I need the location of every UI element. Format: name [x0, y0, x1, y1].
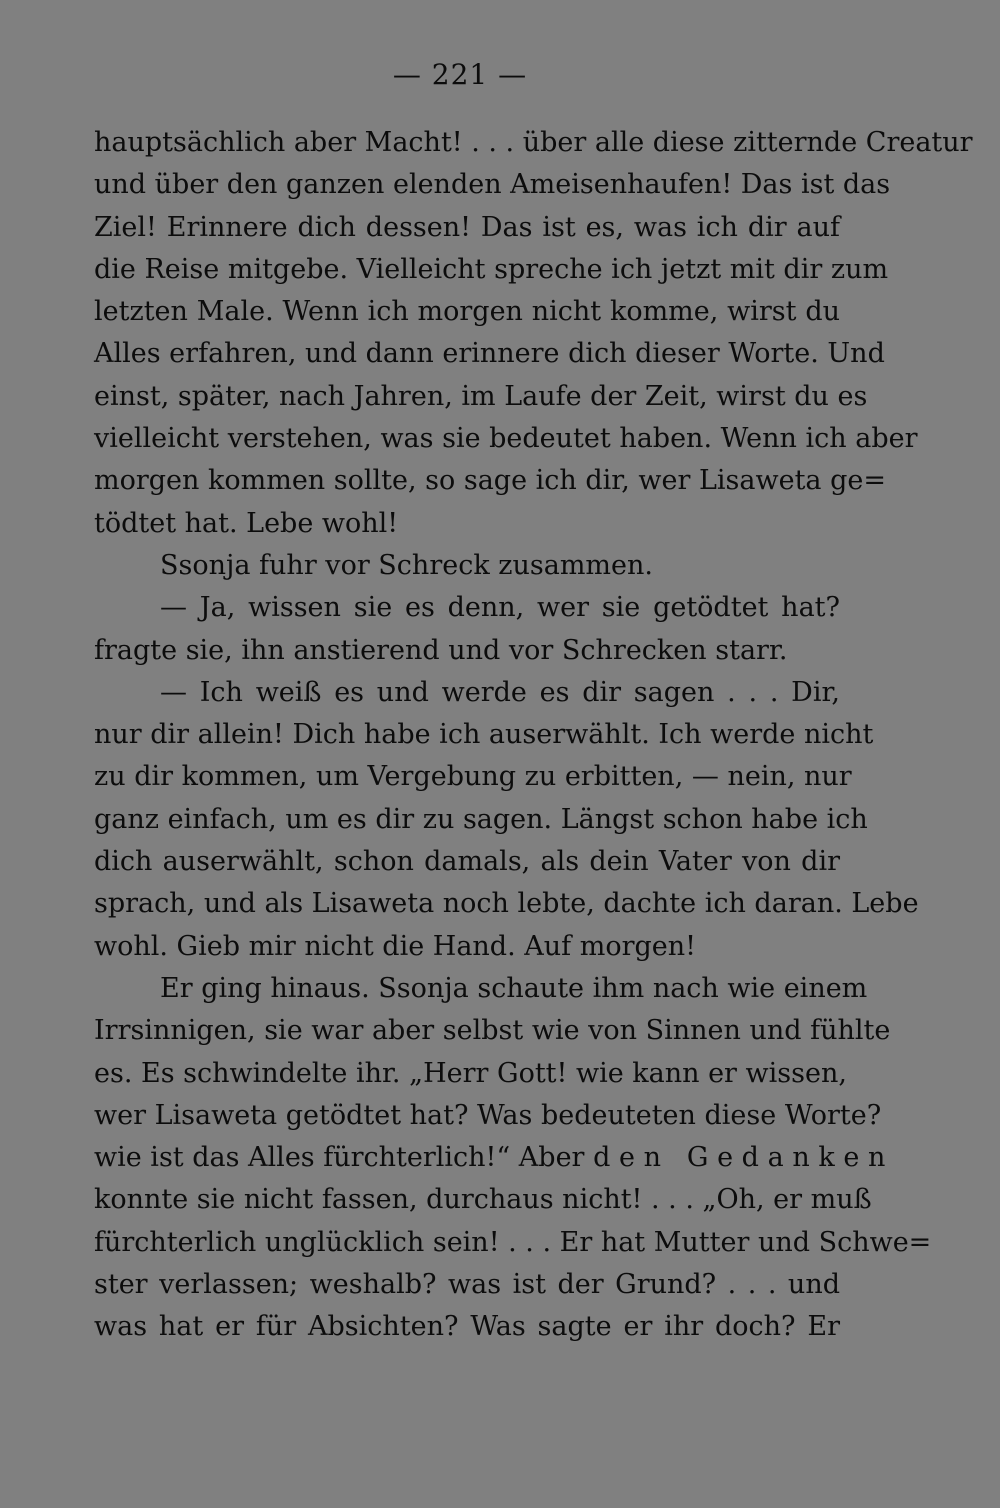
text-segment: wie ist das Alles fürchterlich!“ Aber — [94, 1142, 585, 1174]
text-line: dich auserwählt, schon damals, als dein Vater von dir — [94, 846, 840, 878]
text-line: wer Lisaweta getödtet hat? Was bedeuteten diese Worte? — [94, 1099, 882, 1131]
text-line: zu dir kommen, um Vergebung zu erbitten, — nein, nur — [94, 761, 852, 793]
text-line: vielleicht verstehen, was sie bedeutet haben. Wenn ich aber — [94, 423, 918, 455]
spaced-emphasis: den Gedanken — [593, 1142, 895, 1174]
text-line: es. Es schwindelte ihr. „Herr Gott! wie kann er wissen, — [94, 1057, 847, 1089]
text-line: und über den ganzen elenden Ameisenhaufen! Das ist das — [94, 169, 891, 201]
text-line: Ziel! Erinnere dich dessen! Das ist es, was ich dir auf — [94, 211, 840, 243]
text-line: — Ich weiß es und werde es dir sagen . . . Dir, — [160, 676, 840, 708]
text-line: Er ging hinaus. Ssonja schaute ihm nach wie einem — [160, 972, 868, 1004]
text-line: wohl. Gieb mir nicht die Hand. Auf morgen! — [94, 930, 696, 962]
text-line-with-spaced-phrase — [94, 1137, 895, 1179]
body-text — [94, 122, 973, 1349]
text-line: konnte sie nicht fassen, durchaus nicht! . . . „Oh, er muß — [94, 1184, 872, 1216]
text-line: ganz einfach, um es dir zu sagen. Längst schon habe ich — [94, 803, 868, 835]
text-line: hauptsächlich aber Macht! . . . über alle diese zitternde Creatur — [94, 127, 973, 158]
text-line: die Reise mitgebe. Vielleicht spreche ich jetzt mit dir zum — [94, 253, 889, 285]
text-line: — Ja, wissen sie es denn, wer sie getödtet hat? — [160, 592, 840, 624]
text-line: Irrsinnigen, sie war aber selbst wie von Sinnen und fühlte — [94, 1015, 891, 1047]
page-number: — 221 — — [392, 58, 528, 91]
text-line: einst, später, nach Jahren, im Laufe der Zeit, wirst du es — [94, 380, 868, 412]
text-line: sprach, und als Lisaweta noch lebte, dachte ich daran. Lebe — [94, 888, 919, 920]
text-line: was hat er für Absichten? Was sagte er ihr doch? Er — [94, 1311, 840, 1343]
text-line: Ssonja fuhr vor Schreck zusammen. — [160, 549, 653, 581]
text-line: Alles erfahren, und dann erinnere dich dieser Worte. Und — [94, 338, 885, 370]
text-line: nur dir allein! Dich habe ich auserwählt. Ich werde nicht — [94, 719, 874, 751]
text-line: letzten Male. Wenn ich morgen nicht komme, wirst du — [94, 296, 840, 328]
text-line: tödtet hat. Lebe wohl! — [94, 507, 399, 539]
text-line: fragte sie, ihn anstierend und vor Schrecken starr. — [94, 634, 788, 666]
text-line: fürchterlich unglücklich sein! . . . Er hat Mutter und Schwe= — [94, 1226, 932, 1258]
text-line: morgen kommen sollte, so sage ich dir, wer Lisaweta ge= — [94, 465, 886, 497]
text-line: ster verlassen; weshalb? was ist der Grund? . . . und — [94, 1269, 840, 1301]
